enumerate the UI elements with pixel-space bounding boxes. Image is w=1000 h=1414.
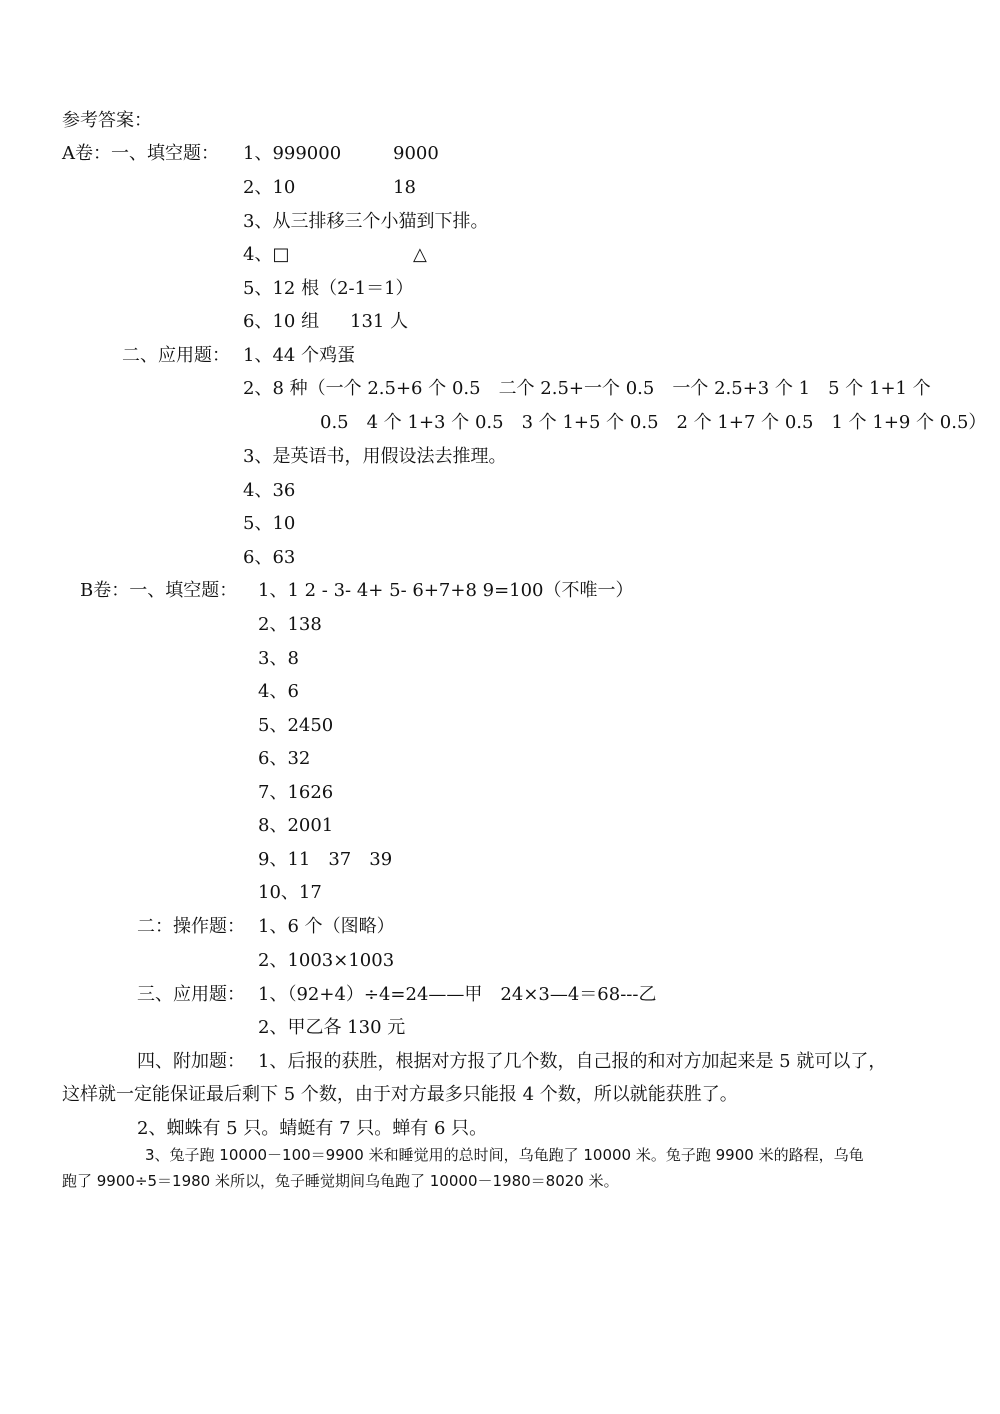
- b-app-1: 1、（92+4）÷4=24——甲 24×3—4＝68---乙: [258, 984, 657, 1005]
- a-fill-1: 1、999000: [243, 143, 342, 164]
- b-fill-1: 1、1 2 - 3- 4+ 5- 6+7+8 9=100（不唯一）: [258, 580, 634, 601]
- a-applied-3: 3、是英语书，用假设法去推理。: [243, 446, 507, 467]
- b-app-2: 2、甲乙各 130 元: [258, 1017, 406, 1038]
- b-fill-10: 10、17: [258, 882, 322, 903]
- b-op-label: 二：操作题：: [137, 916, 245, 937]
- b-fill-8: 8、2001: [258, 815, 334, 836]
- b-fill-3: 3、8: [258, 648, 299, 669]
- b-extra-1-line1: 1、后报的获胜，根据对方报了几个数，自己报的和对方加起来是 5 就可以了，: [258, 1051, 887, 1072]
- title: 参考答案：: [62, 110, 152, 131]
- a-fill-6b: 131 人: [350, 311, 409, 332]
- b-op-1: 1、6 个（图略）: [258, 916, 395, 937]
- a-fill-4: 4、□: [243, 244, 290, 265]
- a-fill-4b: △: [413, 244, 427, 265]
- a-applied-6: 6、63: [243, 547, 296, 568]
- a-fill-5: 5、12 根（2-1＝1）: [243, 278, 414, 299]
- a-fill-2: 2、10: [243, 177, 296, 198]
- b-fill-6: 6、32: [258, 748, 311, 769]
- a-applied-1: 1、44 个鸡蛋: [243, 345, 356, 366]
- b-app-label: 三、应用题：: [137, 984, 245, 1005]
- a-applied-4: 4、36: [243, 480, 296, 501]
- a-applied-5: 5、10: [243, 513, 296, 534]
- b-fill-2: 2、138: [258, 614, 322, 635]
- a-applied-label: 二、应用题：: [122, 345, 230, 366]
- a-applied-2: 2、8 种（一个 2.5+6 个 0.5 二个 2.5+一个 0.5 一个 2.5+3 个 1 5 个 1+1 个: [243, 378, 931, 399]
- b-extra-3-line2: 跑了 9900÷5＝1980 米所以，兔子睡觉期间乌龟跑了 10000－1980＝8020 米。: [62, 1172, 619, 1190]
- b-extra-label: 四、附加题：: [137, 1051, 245, 1072]
- b-fill-7: 7、1626: [258, 782, 334, 803]
- b-op-2: 2、1003×1003: [258, 950, 395, 971]
- b-extra-2: 2、蜘蛛有 5 只。蜻蜓有 7 只。蝉有 6 只。: [137, 1118, 488, 1139]
- b-fill-5: 5、2450: [258, 715, 334, 736]
- b-extra-1-line2: 这样就一定能保证最后剩下 5 个数，由于对方最多只能报 4 个数，所以就能获胜了。: [62, 1084, 738, 1105]
- a-fill-6: 6、10 组: [243, 311, 320, 332]
- a-applied-2-cont: 0.5 4 个 1+3 个 0.5 3 个 1+5 个 0.5 2 个 1+7 个 0.5 1 个 1+9 个 0.5）: [320, 412, 987, 433]
- b-fill-4: 4、6: [258, 681, 299, 702]
- b-fill-9: 9、11 37 39: [258, 849, 393, 870]
- section-a-label: A卷：一、填空题：: [62, 143, 219, 164]
- b-extra-3-line1: 3、兔子跑 10000－100＝9900 米和睡觉用的总时间，乌龟跑了 10000 米。兔子跑 9900 米的路程，乌龟: [145, 1146, 864, 1164]
- a-fill-3: 3、从三排移三个小猫到下排。: [243, 211, 489, 232]
- a-fill-1b: 9000: [393, 143, 439, 164]
- section-b-label: B卷：一、填空题：: [80, 580, 238, 601]
- a-fill-2b: 18: [393, 177, 416, 198]
